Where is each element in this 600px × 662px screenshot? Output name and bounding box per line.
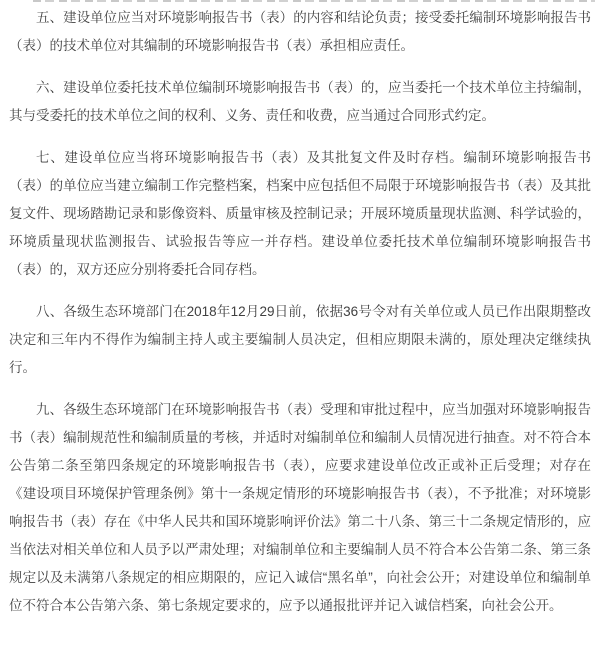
clause-paragraph-6: 六、建设单位委托技术单位编制环境影响报告书（表）的，应当委托一个技术单位主持编制，其与受委托的技术单位之间的权利、义务、责任和收费，应当通过合同形式约定。 (9, 80, 591, 123)
clause-paragraph-8: 八、各级生态环境部门在2018年12月29日前，依据36号令对有关单位或人员已作出限期整改决定和三年内不得作为编制主持人或主要编制人员决定，但相应期限未满的，原处理决定继续执行。 (9, 304, 591, 375)
clause-paragraph-7: 七、建设单位应当将环境影响报告书（表）及其批复文件及时存档。编制环境影响报告书（表）的单位应当建立编制工作完整档案，档案中应包括但不局限于环境影响报告书（表）及其批复文件、现场踏勘记录和影像资料、质量审核及控制记录；开展环境质量现状监测、科学试验的，环境质量现状监测报告、试验报告等应一并存档。建设单位委托技术单位编制环境影响报告书（表）的，双方还应分别将委托合同存档。 (9, 150, 591, 277)
clause-paragraph-5: 五、建设单位应当对环境影响报告书（表）的内容和结论负责；接受委托编制环境影响报告书（表）的技术单位对其编制的环境影响报告书（表）承担相应责任。 (9, 10, 591, 53)
clause-paragraph-9: 九、各级生态环境部门在环境影响报告书（表）受理和审批过程中，应当加强对环境影响报告书（表）编制规范性和编制质量的考核，并适时对编制单位和编制人员情况进行抽查。对不符合本公告第二条至第四条规定的环境影响报告书（表），应要求建设单位改正或补正后受理；对存在《建设项目环境保护管理条例》第十一条规定情形的环境影响报告书（表），不予批准；对环境影响报告书（表）存在《中华人民共和国环境影响评价法》第二十八条、第三十二条规定情形的，应当依法对相关单位和人员予以严肃处理；对编制单位和主要编制人员不符合本公告第二条、第三条规定以及未满第八条规定的相应期限的，应记入诚信“黑名单”，向社会公开；对建设单位和编制单位不符合本公告第六条、第七条规定要求的，应予以通报批评并记入诚信档案，向社会公开。 (9, 402, 591, 613)
